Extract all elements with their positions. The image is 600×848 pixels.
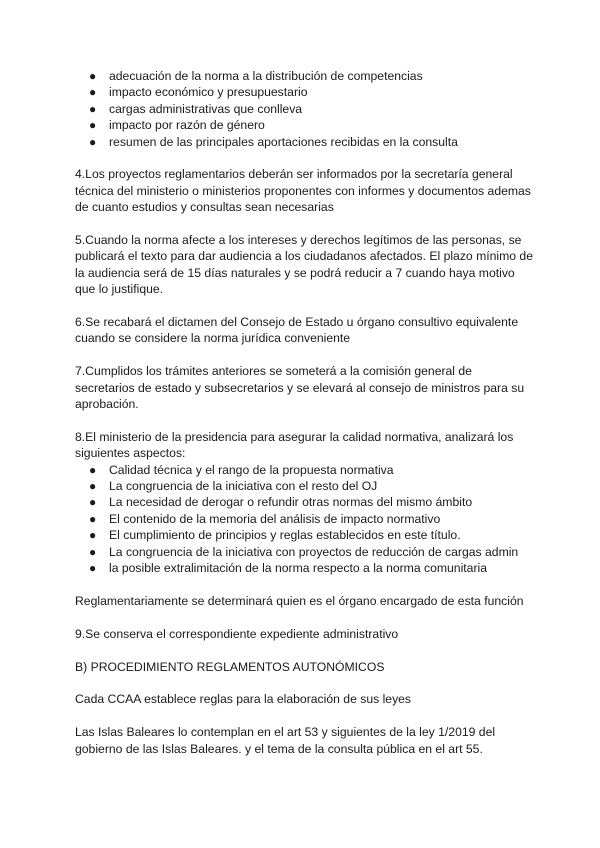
paragraph-baleares: Las Islas Baleares lo contemplan en el art 53 y siguientes de la ley 1/2019 del gobierno de las Islas Baleares. y el tema de la consulta pública en el art 55. [75,725,496,756]
paragraph-5: 5.Cuando la norma afecte a los intereses y derechos legítimos de las personas, se publicará el texto para dar audiencia a los ciudadanos afectados. El plazo mínimo de la audiencia será de 15 días naturales y se podrá reducir a 7 cuando haya motivo que lo justifique. [75,233,533,297]
bullet-icon: ● [89,101,97,116]
paragraph-7: 7.Cumplidos los trámites anteriores se someterá a la comisión general de secretarios de estado y subsecretarios y se elevará al consejo de ministros para su aprobación. [75,364,525,412]
list-item: ● El cumplimiento de principios y reglas establecidos en este título. [89,528,461,543]
bullet-icon: ● [89,85,97,100]
paragraph-reglamentariamente: Reglamentariamente se determinará quien es el órgano encargado de esta función [75,593,524,608]
document-content [75,68,533,757]
paragraph-9: 9.Se conserva el correspondiente expediente administrativo [75,626,399,641]
paragraph-4: 4.Los proyectos reglamentarios deberán ser informados por la secretaría general técnica del ministerio o ministerios proponentes con informes y documentos ademas de cuanto estudios y consultas sean necesarias [75,167,531,215]
list-item: ● la posible extralimitación de la norma respecto a la norma comunitaria [89,561,487,576]
list-item: ● cargas administrativas que conlleva [89,101,303,116]
list-item: ● Calidad técnica y el rango de la propuesta normativa [89,462,394,477]
list-item: ● impacto económico y presupuestario [89,85,308,100]
bullet-list-analysis-items [75,68,530,150]
paragraph-8: 8.El ministerio de la presidencia para asegurar la calidad normativa, analizará los siguientes aspectos: [75,429,514,461]
bullet-icon: ● [89,561,97,576]
bullet-icon: ● [89,528,97,543]
list-item: ● La congruencia de la iniciativa con el resto del OJ [89,479,378,494]
bullet-icon: ● [89,134,97,149]
paragraph-6: 6.Se recabará el dictamen del Consejo de Estado u órgano consultivo equivalente cuando se considere la norma jurídica conveniente [75,315,519,346]
paragraph-ccaa: Cada CCAA establece reglas para la elaboración de sus leyes [75,692,412,707]
list-item: ● La congruencia de la iniciativa con proyectos de reducción de cargas admin [89,544,519,559]
bullet-icon: ● [89,118,97,133]
list-item: ● adecuación de la norma a la distribución de competencias [89,69,423,83]
section-heading-b: B) PROCEDIMIENTO REGLAMENTOS AUTONÓMICOS [75,659,385,674]
bullet-icon: ● [89,495,97,510]
bullet-icon: ● [89,479,97,494]
bullet-list-quality-aspects [75,462,530,577]
bullet-icon: ● [89,69,97,83]
list-item: ● resumen de las principales aportaciones recibidas en la consulta [89,134,458,149]
bullet-icon: ● [89,511,97,526]
bullet-icon: ● [89,544,97,559]
bullet-icon: ● [89,462,97,477]
list-item: ● El contenido de la memoria del análisis de impacto normativo [89,511,441,526]
list-item: ● La necesidad de derogar o refundir otras normas del mismo ámbito [89,495,473,510]
list-item: ● impacto por razón de género [89,118,265,133]
